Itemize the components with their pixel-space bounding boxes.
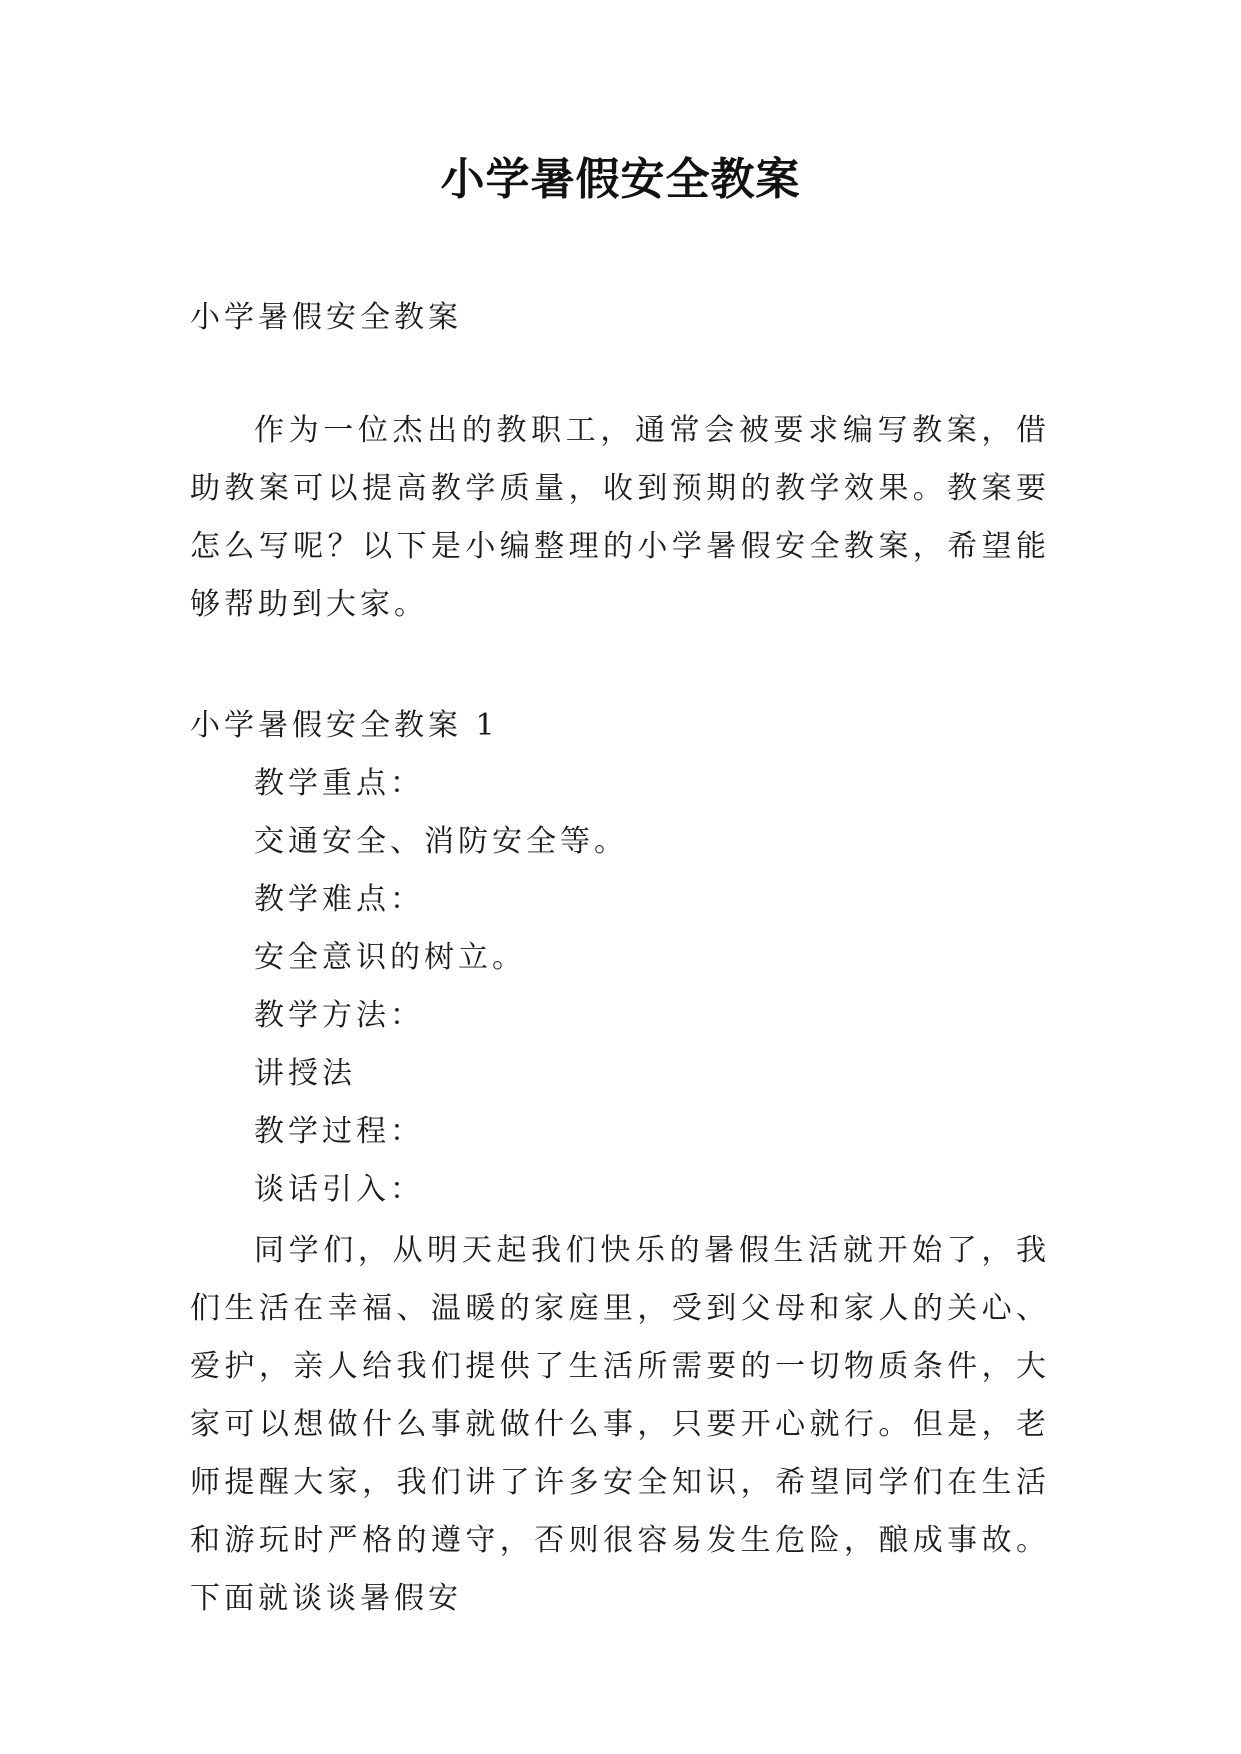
teaching-process-label: 教学过程： [254,1114,424,1149]
teaching-difficulty-label: 教学难点： [254,882,424,917]
page-title: 小学暑假安全教案 [440,154,801,205]
teaching-method-text: 讲授法 [254,1056,356,1091]
intro-paragraph: 作为一位杰出的教职工，通常会被要求编写教案，借助教案可以提高教学质量，收到预期的教学效果。教案要怎么写呢？以下是小编整理的小学暑假安全教案，希望能够帮助到大家。 [190,413,1050,622]
section-heading: 小学暑假安全教案 1 [190,708,499,743]
conversation-intro-label: 谈话引入： [254,1172,424,1207]
body-paragraph: 同学们，从明天起我们快乐的暑假生活就开始了，我们生活在幸福、温暖的家庭里，受到父母和家人的关心、爱护，亲人给我们提供了生活所需要的一切物质条件，大家可以想做什么事就做什么事，只要开心就行。但是，老师提醒大家，我们讲了许多安全知识，希望同学们在生活和游玩时严格的遵守，否则很容易发生危险，酿成事故。下面就谈谈暑假安 [190,1233,1050,1616]
teaching-focus-text: 交通安全、消防安全等。 [254,824,628,859]
teaching-focus-label: 教学重点： [254,766,424,801]
document-subtitle: 小学暑假安全教案 [190,300,462,335]
teaching-difficulty-text: 安全意识的树立。 [254,940,526,975]
teaching-method-label: 教学方法： [254,998,424,1033]
